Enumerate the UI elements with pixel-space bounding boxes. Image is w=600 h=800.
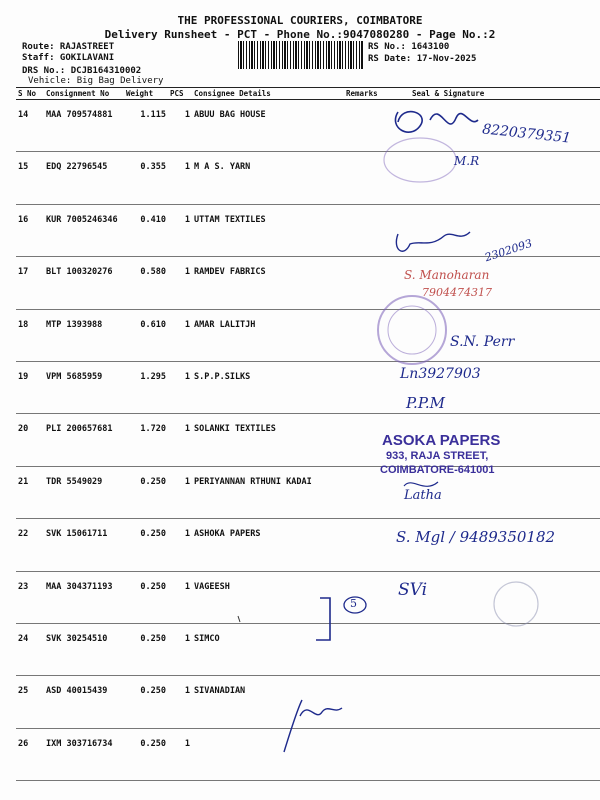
row-sno: 18	[16, 309, 44, 361]
handwritten-sign-row19: S.N. Perr	[450, 334, 515, 350]
stamp-asoka-city: COIMBATORE-641001	[380, 464, 495, 476]
round-seal-row15	[384, 138, 456, 182]
row-pcs: 1	[168, 361, 192, 413]
row-consignment-no: SVK 30254510	[44, 623, 124, 675]
col-remarks: Remarks	[344, 88, 392, 100]
row-weight: 1.295	[124, 361, 168, 413]
row-pcs: 1	[168, 309, 192, 361]
handwritten-number-row17: 2302093	[483, 236, 534, 265]
row-sno: 22	[16, 519, 44, 571]
row-consignment-no: PLI 200657681	[44, 414, 124, 466]
row-weight: 0.250	[124, 728, 168, 780]
row-weight: 0.410	[124, 204, 168, 256]
row-weight: 0.250	[124, 571, 168, 623]
handwritten-sign-row23: Latha	[404, 488, 442, 503]
col-weight: Weight	[124, 88, 168, 100]
signature-row14	[395, 112, 478, 133]
row-consignee: ABUU BAG HOUSE	[192, 100, 344, 152]
row-consignee: RAMDEV FABRICS	[192, 257, 344, 309]
runsheet-title: THE PROFESSIONAL COURIERS, COIMBATORE	[177, 14, 423, 27]
route-label: Route: RAJASTREET	[22, 42, 115, 52]
round-seal-inner	[388, 306, 436, 354]
drs-number: DRS No.: DCJB164310002	[22, 66, 142, 76]
row-pcs: 1	[168, 519, 192, 571]
row-sno: 20	[16, 414, 44, 466]
vehicle-label: Vehicle: Big Bag Delivery	[28, 76, 164, 86]
row-pcs: 1	[168, 466, 192, 518]
row-weight: 0.250	[124, 519, 168, 571]
row-weight: 0.610	[124, 309, 168, 361]
row-consignment-no: ASD 40015439	[44, 676, 124, 728]
signature-row23	[404, 482, 438, 486]
remarks-bracket	[316, 598, 330, 640]
handwritten-sign-row25: SVi	[398, 580, 428, 600]
row-consignment-no: MAA 304371193	[44, 571, 124, 623]
stamp-asoka-name: ASOKA PAPERS	[382, 432, 501, 449]
col-consignment: Consignment No	[44, 88, 124, 100]
row-pcs: 1	[168, 414, 192, 466]
tick-mark	[238, 616, 240, 622]
row-pcs: 1	[168, 257, 192, 309]
row-pcs: 1	[168, 728, 192, 780]
stamp-asoka-address: 933, RAJA STREET,	[386, 450, 489, 462]
rs-date: RS Date: 17-Nov-2025	[368, 54, 477, 64]
row-consignment-no: EDQ 22796545	[44, 152, 124, 204]
row-pcs: 1	[168, 623, 192, 675]
row-pcs: 1	[168, 571, 192, 623]
row-consignee: SOLANKI TEXTILES	[192, 414, 344, 466]
round-seal-row26	[494, 582, 538, 626]
handwritten-sign-row24: S. Mgl / 9489350182	[396, 528, 556, 546]
row-sno: 26	[16, 728, 44, 780]
row-consignee: S.P.P.SILKS	[192, 361, 344, 413]
row-weight: 1.115	[124, 100, 168, 152]
row-sno: 14	[16, 100, 44, 152]
bottom-signature	[284, 700, 342, 752]
row-consignee: PERIYANNAN RTHUNI KADAI	[192, 466, 344, 518]
row-consignment-no: VPM 5685959	[44, 361, 124, 413]
staff-label: Staff: GOKILAVANI	[22, 53, 115, 63]
row-consignee: SIMCO	[192, 623, 344, 675]
row-consignee: SIVANADIAN	[192, 676, 344, 728]
row-weight: 0.250	[124, 466, 168, 518]
row-consignment-no: MTP 1393988	[44, 309, 124, 361]
row-pcs: 1	[168, 152, 192, 204]
row-sno: 24	[16, 623, 44, 675]
row-consignee: UTTAM TEXTILES	[192, 204, 344, 256]
row-sno: 19	[16, 361, 44, 413]
handwritten-number-row20: Ln3927903	[400, 366, 481, 382]
col-sno: S No	[16, 88, 44, 100]
row-pcs: 1	[168, 204, 192, 256]
col-consignee: Consignee Details	[192, 88, 344, 100]
row-consignee: AMAR LALITJH	[192, 309, 344, 361]
row-weight: 0.355	[124, 152, 168, 204]
row-consignment-no: KUR 7005246346	[44, 204, 124, 256]
row-consignee: M A S. YARN	[192, 152, 344, 204]
row-weight: 0.250	[124, 676, 168, 728]
row-consignee: ASHOKA PAPERS	[192, 519, 344, 571]
row-sno: 25	[16, 676, 44, 728]
row-consignee: VAGEESH	[192, 571, 344, 623]
row-pcs: 1	[168, 676, 192, 728]
signature-row17	[396, 232, 470, 251]
row-weight: 1.720	[124, 414, 168, 466]
row-sno: 23	[16, 571, 44, 623]
handwritten-initials-row15: M.R	[454, 154, 480, 168]
col-seal-signature: Seal & Signature	[392, 88, 600, 100]
handwritten-phone-row18: 7904474317	[422, 286, 492, 299]
rs-number: RS No.: 1643100	[368, 42, 450, 52]
row-consignment-no: IXM 303716734	[44, 728, 124, 780]
row-pcs: 1	[168, 100, 192, 152]
row-consignment-no: MAA 709574881	[44, 100, 124, 152]
row-sno: 16	[16, 204, 44, 256]
row-consignment-no: BLT 100320276	[44, 257, 124, 309]
row-consignment-no: TDR 5549029	[44, 466, 124, 518]
row-sno: 15	[16, 152, 44, 204]
runsheet-subtitle: Delivery Runsheet - PCT - Phone No.:9047080280 - Page No.:2	[104, 28, 496, 41]
handwritten-name-row18: S. Manoharan	[404, 268, 490, 282]
row-weight: 0.580	[124, 257, 168, 309]
col-pcs: PCS	[168, 88, 192, 100]
row-weight: 0.250	[124, 623, 168, 675]
handwritten-initials-row21: P.P.M	[406, 394, 446, 412]
row-consignment-no: SVK 15061711	[44, 519, 124, 571]
handwritten-phone-row14: 8220379351	[481, 121, 572, 147]
remark-number-row26: 5	[350, 597, 357, 610]
row-sno: 21	[16, 466, 44, 518]
row-sno: 17	[16, 257, 44, 309]
